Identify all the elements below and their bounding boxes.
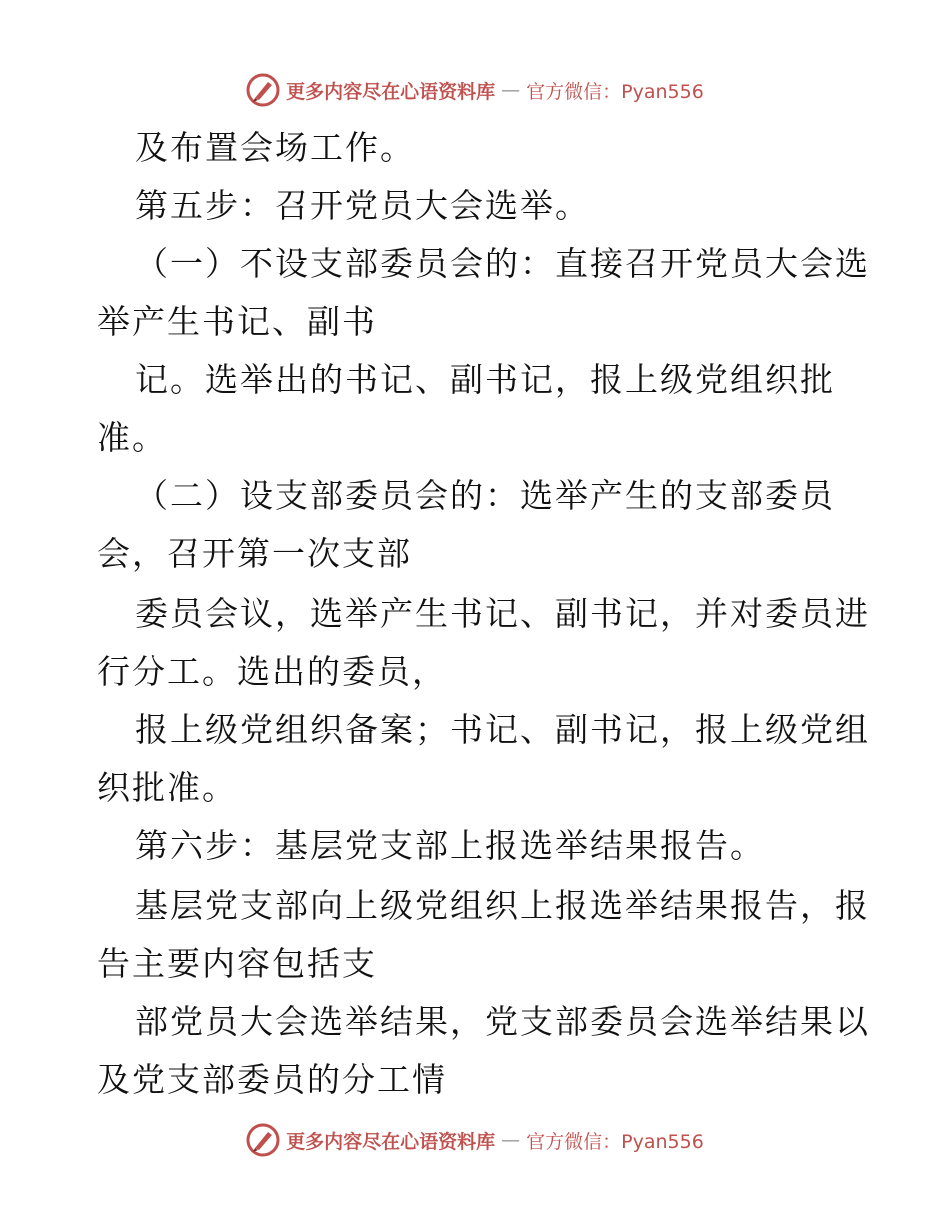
text-line: 第五步：召开党员大会选举。 [135,186,590,225]
pen-logo-icon [246,73,280,107]
watermark-dash: — [501,79,521,101]
watermark-site-text: 更多内容尽在心语资料库 [286,1130,496,1153]
text-line: （二）设支部委员会的：选举产生的支部委员 [135,476,835,515]
text-line: 委员会议，选举产生书记、副书记，并对委员进 [135,594,870,633]
pen-logo-icon [246,1123,280,1157]
text-line: 及布置会场工作。 [135,128,415,167]
watermark-account-text: 官方微信：Pyan556 [526,1130,704,1153]
watermark-dash: — [501,1129,521,1151]
header-watermark [0,70,950,110]
text-line: 记。选举出的书记、副书记，报上级党组织批 [135,360,835,399]
text-line: 及党支部委员的分工情 [97,1060,447,1099]
text-line: 部党员大会选举结果，党支部委员会选举结果以 [135,1002,870,1041]
text-line: 第六步：基层党支部上报选举结果报告。 [135,826,765,865]
text-line: （一）不设支部委员会的：直接召开党员大会选 [135,244,870,283]
text-line: 会，召开第一次支部 [97,534,412,573]
watermark-account-text: 官方微信：Pyan556 [526,80,704,103]
text-line: 告主要内容包括支 [97,944,377,983]
text-line: 准。 [97,418,167,457]
watermark-site-text: 更多内容尽在心语资料库 [286,80,496,103]
footer-watermark [0,1120,950,1160]
text-line: 举产生书记、副书 [97,302,377,341]
text-line: 行分工。选出的委员， [97,652,447,691]
text-line: 基层党支部向上级党组织上报选举结果报告，报 [135,886,870,925]
text-line: 织批准。 [97,768,237,807]
text-line: 报上级党组织备案；书记、副书记，报上级党组 [135,710,870,749]
